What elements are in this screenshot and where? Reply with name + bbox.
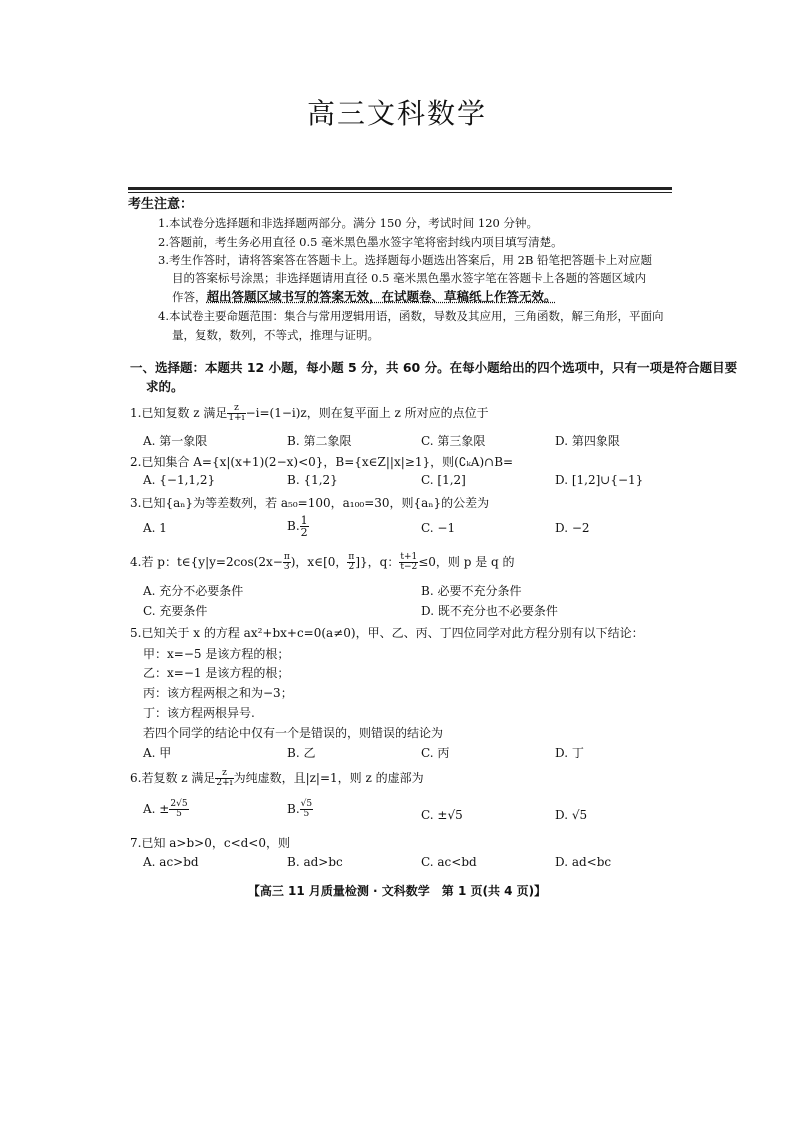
q1-option-a: A. 第一象限 (143, 434, 208, 448)
q5-statement-1: 甲：x=−5 是该方程的根； (143, 647, 290, 661)
q7-option-b: B. ad>bc (287, 855, 343, 869)
q5-statement-4: 丁：该方程两根异号. (143, 706, 255, 720)
q6-stem-a: 6.若复数 z 满足 (130, 771, 216, 785)
q4-q-num: t+1 (400, 552, 418, 562)
q4-option-a: A. 充分不必要条件 (143, 584, 244, 598)
q5-statement-2: 乙：x=−1 是该方程的根； (143, 666, 290, 680)
q3-option-b (287, 515, 309, 538)
q6-frac-den: 2+i (216, 778, 233, 788)
notice-item: 4.本试卷主要命题范围：集合与常用逻辑用语，函数，导数及其应用，三角函数，解三角形，平面向 (158, 309, 664, 323)
q6-fraction (215, 769, 233, 788)
q6-option-d: D. √5 (555, 808, 588, 822)
q4-stem-b: )，x∈[0， (290, 555, 348, 569)
q3-option-b-fraction (300, 515, 309, 538)
q6-option-b (287, 800, 313, 819)
q4-pi3-num: π (283, 552, 290, 562)
q1-option-c: C. 第三象限 (421, 434, 486, 448)
question-6-stem (130, 769, 424, 788)
q7-option-c: C. ac<bd (421, 855, 477, 869)
header-rule-thin (128, 192, 672, 193)
q6-stem-b: 为纯虚数，且|z|=1，则 z 的虚部为 (233, 771, 424, 785)
q5-statement-3: 丙：该方程两根之和为−3； (143, 686, 293, 700)
q3-option-a: A. 1 (143, 521, 167, 535)
q1-option-b: B. 第二象限 (287, 434, 352, 448)
q6-option-b-label: B. (287, 802, 300, 816)
question-2-stem: 2.已知集合 A={x|(x+1)(2−x)<0}，B={x∈Z||x|≥1}，则(∁ₖA)∩B= (130, 455, 514, 469)
q2-option-d: D. [1,2]∪{−1} (555, 473, 644, 487)
notice-item: 目的答案标号涂黑；非选择题请用直径 0.5 毫米黑色墨水签字笔在答题卡上各题的答题区域内 (172, 271, 647, 285)
q4-pi3-den: 3 (283, 562, 290, 572)
notice-heading: 考生注意： (128, 197, 194, 212)
q2-option-a: A. {−1,1,2} (143, 473, 216, 487)
q4-stem-d: ≤0，则 p 是 q 的 (418, 555, 515, 569)
question-4-stem (130, 553, 515, 572)
q1-frac-num: z (227, 404, 245, 414)
q1-fraction (227, 404, 245, 423)
q4-option-b: B. 必要不充分条件 (421, 584, 522, 598)
question-5-stem: 5.已知关于 x 的方程 ax²+bx+c=0(a≠0)，甲、乙、丙、丁四位同学对此方程分别有以下结论： (130, 626, 644, 640)
q6-a-num: 2√5 (170, 799, 188, 809)
q6-b-den: 5 (303, 809, 310, 819)
q4-pi3-fraction (283, 553, 291, 572)
q4-option-c: C. 充要条件 (143, 604, 208, 618)
notice-item: 量，复数，数列，不等式，推理与证明。 (172, 328, 379, 342)
notice-item: 作答， (172, 290, 207, 304)
q5-option-d: D. 丁 (555, 746, 584, 760)
q6-a-den: 5 (176, 809, 182, 819)
q6-option-b-fraction (300, 800, 313, 819)
q6-option-a-label: A. ± (143, 802, 170, 816)
question-3-stem: 3.已知{aₙ}为等差数列，若 a₅₀=100，a₁₀₀=30，则{aₙ}的公差为 (130, 496, 490, 510)
notice-item-line (172, 287, 557, 305)
q5-option-b: B. 乙 (287, 746, 316, 760)
q5-option-c: C. 丙 (421, 746, 450, 760)
q4-stem-c: ]}，q： (355, 555, 400, 569)
q7-option-a: A. ac>bd (143, 855, 199, 869)
q4-option-d: D. 既不充分也不必要条件 (421, 604, 558, 618)
section-heading: 一、选择题：本题共 12 小题，每小题 5 分，共 60 分。在每小题给出的四个选项中，只有一项是符合题目要 (130, 360, 738, 375)
header-rule-thick (128, 187, 672, 190)
q1-stem-b: −i=(1−i)z，则在复平面上 z 所对应的点位于 (245, 406, 489, 420)
notice-emphasis: 超出答题区域书写的答案无效，在试题卷、草稿纸上作答无效。 (206, 289, 557, 304)
page-footer: 【高三 11 月质量检测 · 文科数学 第 1 页(共 4 页)】 (247, 884, 547, 898)
q6-option-c: C. ±√5 (421, 808, 463, 822)
q4-stem-a: 4.若 p：t∈{y|y=2cos(2x− (130, 555, 283, 569)
q6-frac-num: z (215, 769, 233, 779)
q3-b-num: 1 (300, 514, 308, 527)
notice-item: 2.答题前，考生务必用直径 0.5 毫米黑色墨水签字笔将密封线内项目填写清楚。 (158, 235, 563, 249)
q6-b-num: √5 (300, 799, 313, 809)
q4-q-fraction (399, 553, 418, 572)
q5-option-a: A. 甲 (143, 746, 172, 760)
q3-option-c: C. −1 (421, 521, 456, 535)
q6-option-a-fraction (169, 800, 188, 819)
q7-option-d: D. ad<bc (555, 855, 612, 869)
q3-option-b-label: B. (287, 519, 300, 533)
q1-frac-den: 1+i (228, 413, 245, 423)
question-1-stem (130, 404, 489, 423)
page-title: 高三文科数学 (306, 97, 487, 130)
q4-pi2-den: 2 (348, 562, 355, 572)
q6-option-a (143, 800, 189, 819)
q1-stem-a: 1.已知复数 z 满足 (130, 406, 228, 420)
q4-q-den: t−2 (400, 562, 418, 572)
q2-option-c: C. [1,2] (421, 473, 466, 487)
q3-b-den: 2 (300, 526, 308, 539)
q2-option-b: B. {1,2} (287, 473, 338, 487)
notice-item: 1.本试卷分选择题和非选择题两部分。满分 150 分，考试时间 120 分钟。 (158, 216, 538, 230)
question-7-stem: 7.已知 a>b>0，c<d<0，则 (130, 836, 290, 850)
q3-option-d: D. −2 (555, 521, 590, 535)
q1-option-d: D. 第四象限 (555, 434, 620, 448)
q5-prompt: 若四个同学的结论中仅有一个是错误的，则错误的结论为 (143, 726, 444, 740)
notice-item: 3.考生作答时，请将答案答在答题卡上。选择题每小题选出答案后，用 2B 铅笔把答题卡上对应题 (158, 253, 653, 267)
section-heading-cont: 求的。 (146, 379, 184, 394)
q4-pi2-num: π (348, 552, 355, 562)
